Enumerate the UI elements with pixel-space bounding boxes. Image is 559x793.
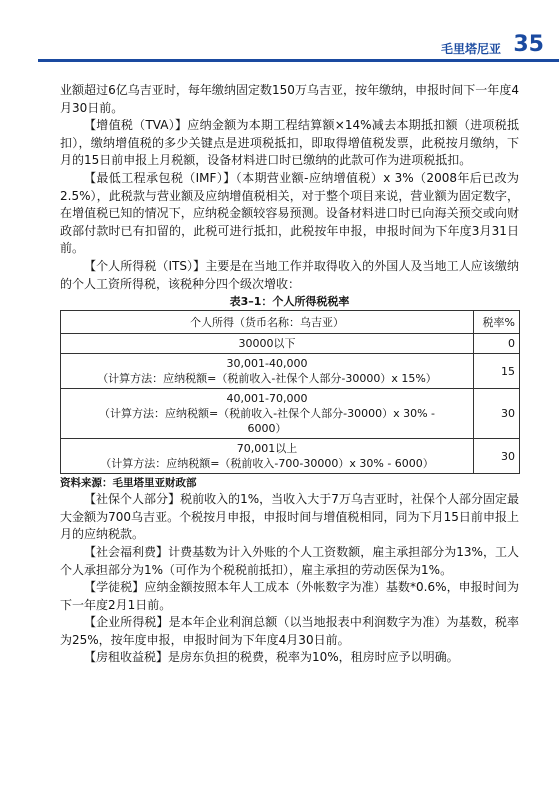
running-header-country: 毛里塔尼亚 — [440, 42, 501, 56]
table-cell-rate: 15 — [474, 354, 520, 389]
paragraph-continuation: 业额超过6亿乌吉亚时，每年缴纳固定数150万乌吉亚，按年缴纳，申报时间下一年度4月30日前。 — [60, 83, 519, 115]
header-rule — [38, 59, 559, 62]
paragraph-welfare: 【社会福利费】计费基数为计入外账的个人工资数额，雇主承担部分为13%，工人个人承担部分为1%（可作为个税税前抵扣），雇主承担的劳动医保为1%。 — [60, 544, 519, 577]
bracket-range: 30,001-40,000 — [226, 357, 308, 371]
table-cell-bracket — [61, 389, 474, 439]
table-cell-bracket — [61, 439, 474, 474]
table-header-row — [61, 311, 520, 334]
income-tax-table — [60, 310, 520, 474]
bracket-range: 30000以下 — [238, 337, 296, 351]
page-header — [0, 0, 559, 78]
table-row — [61, 389, 520, 439]
table-header-income: 个人所得（货币名称：乌吉亚） — [61, 311, 474, 334]
table-cell-bracket — [61, 354, 474, 389]
bracket-formula: （计算方法：应纳税额=（税前收入-700-30000）x 30% - 6000） — [100, 457, 434, 471]
paragraph-its: 【个人所得税（ITS）】主要是在当地工作并取得收入的外国人及当地工人应该缴纳的个人工资所得税，该税种分四个级次增收： — [60, 258, 519, 291]
table-source: 资料来源：毛里塔里亚财政部 — [60, 477, 197, 490]
table-caption: 表3–1：个人所得税税率 — [229, 295, 350, 309]
paragraph-apprentice-tax: 【学徒税】应纳金额按照本年人工成本（外帐数字为准）基数*0.6%，申报时间为下一年度2月1日前。 — [60, 580, 519, 612]
page-content — [60, 82, 519, 667]
paragraph-social-personal: 【社保个人部分】税前收入的1%，当收入大于7万乌吉亚时，社保个人部分固定最大金额为700乌吉亚。个税按月申报，申报时间与增值税相同，同为下月15日前申报上月的应纳税款。 — [60, 492, 519, 542]
bracket-range: 40,001-70,000 — [226, 392, 308, 406]
bracket-formula: （计算方法：应纳税额=（税前收入-社保个人部分-30000）x 15%） — [97, 372, 437, 386]
bracket-formula-cont: 6000） — [247, 422, 287, 436]
table-header-rate: 税率% — [474, 311, 520, 334]
table-cell-rate: 30 — [474, 389, 520, 439]
table-cell-bracket — [61, 334, 474, 354]
paragraph-imf: 【最低工程承包税（IMF）】（本期营业额-应纳增值税）x 3%（2008年后已改为2.5%），此税款与营业额及应纳增值税相关，对于整个项目来说，营业额为固定数字，在增值税已知的情况下，应纳税金额较容易预测。设备材料进口时已向海关预交或向财政部付款时已有扣留的，此税可进行抵扣，此税按年申报，申报时间为下年度3月31日前。 — [60, 170, 519, 256]
paragraph-rent-tax: 【房租收益税】是房东负担的税费，税率为10%，租房时应予以明确。 — [84, 650, 459, 665]
bracket-range: 70,001以上 — [236, 442, 298, 456]
table-row — [61, 354, 520, 389]
table-cell-rate: 0 — [474, 334, 520, 354]
table-row — [61, 439, 520, 474]
table-cell-rate: 30 — [474, 439, 520, 474]
page-number: 35 — [513, 32, 544, 57]
paragraph-corporate-tax: 【企业所得税】是本年企业利润总额（以当地报表中利润数字为准）为基数，税率为25%，按年度申报，申报时间为下年度4月30日前。 — [60, 615, 519, 647]
paragraph-vat: 【增值税（TVA）】应纳金额为本期工程结算额×14%减去本期抵扣额（进项税抵扣），缴纳增值税的多少关键点是进项税抵扣，即取得增值税发票，此税按月缴纳，下月的15日前申报上月税额，设备材料进口时已缴纳的此款可作为进项税抵扣。 — [60, 118, 519, 168]
table-row — [61, 334, 520, 354]
bracket-formula: （计算方法：应纳税额=（税前收入-社保个人部分-30000）x 30% - — [98, 407, 436, 421]
